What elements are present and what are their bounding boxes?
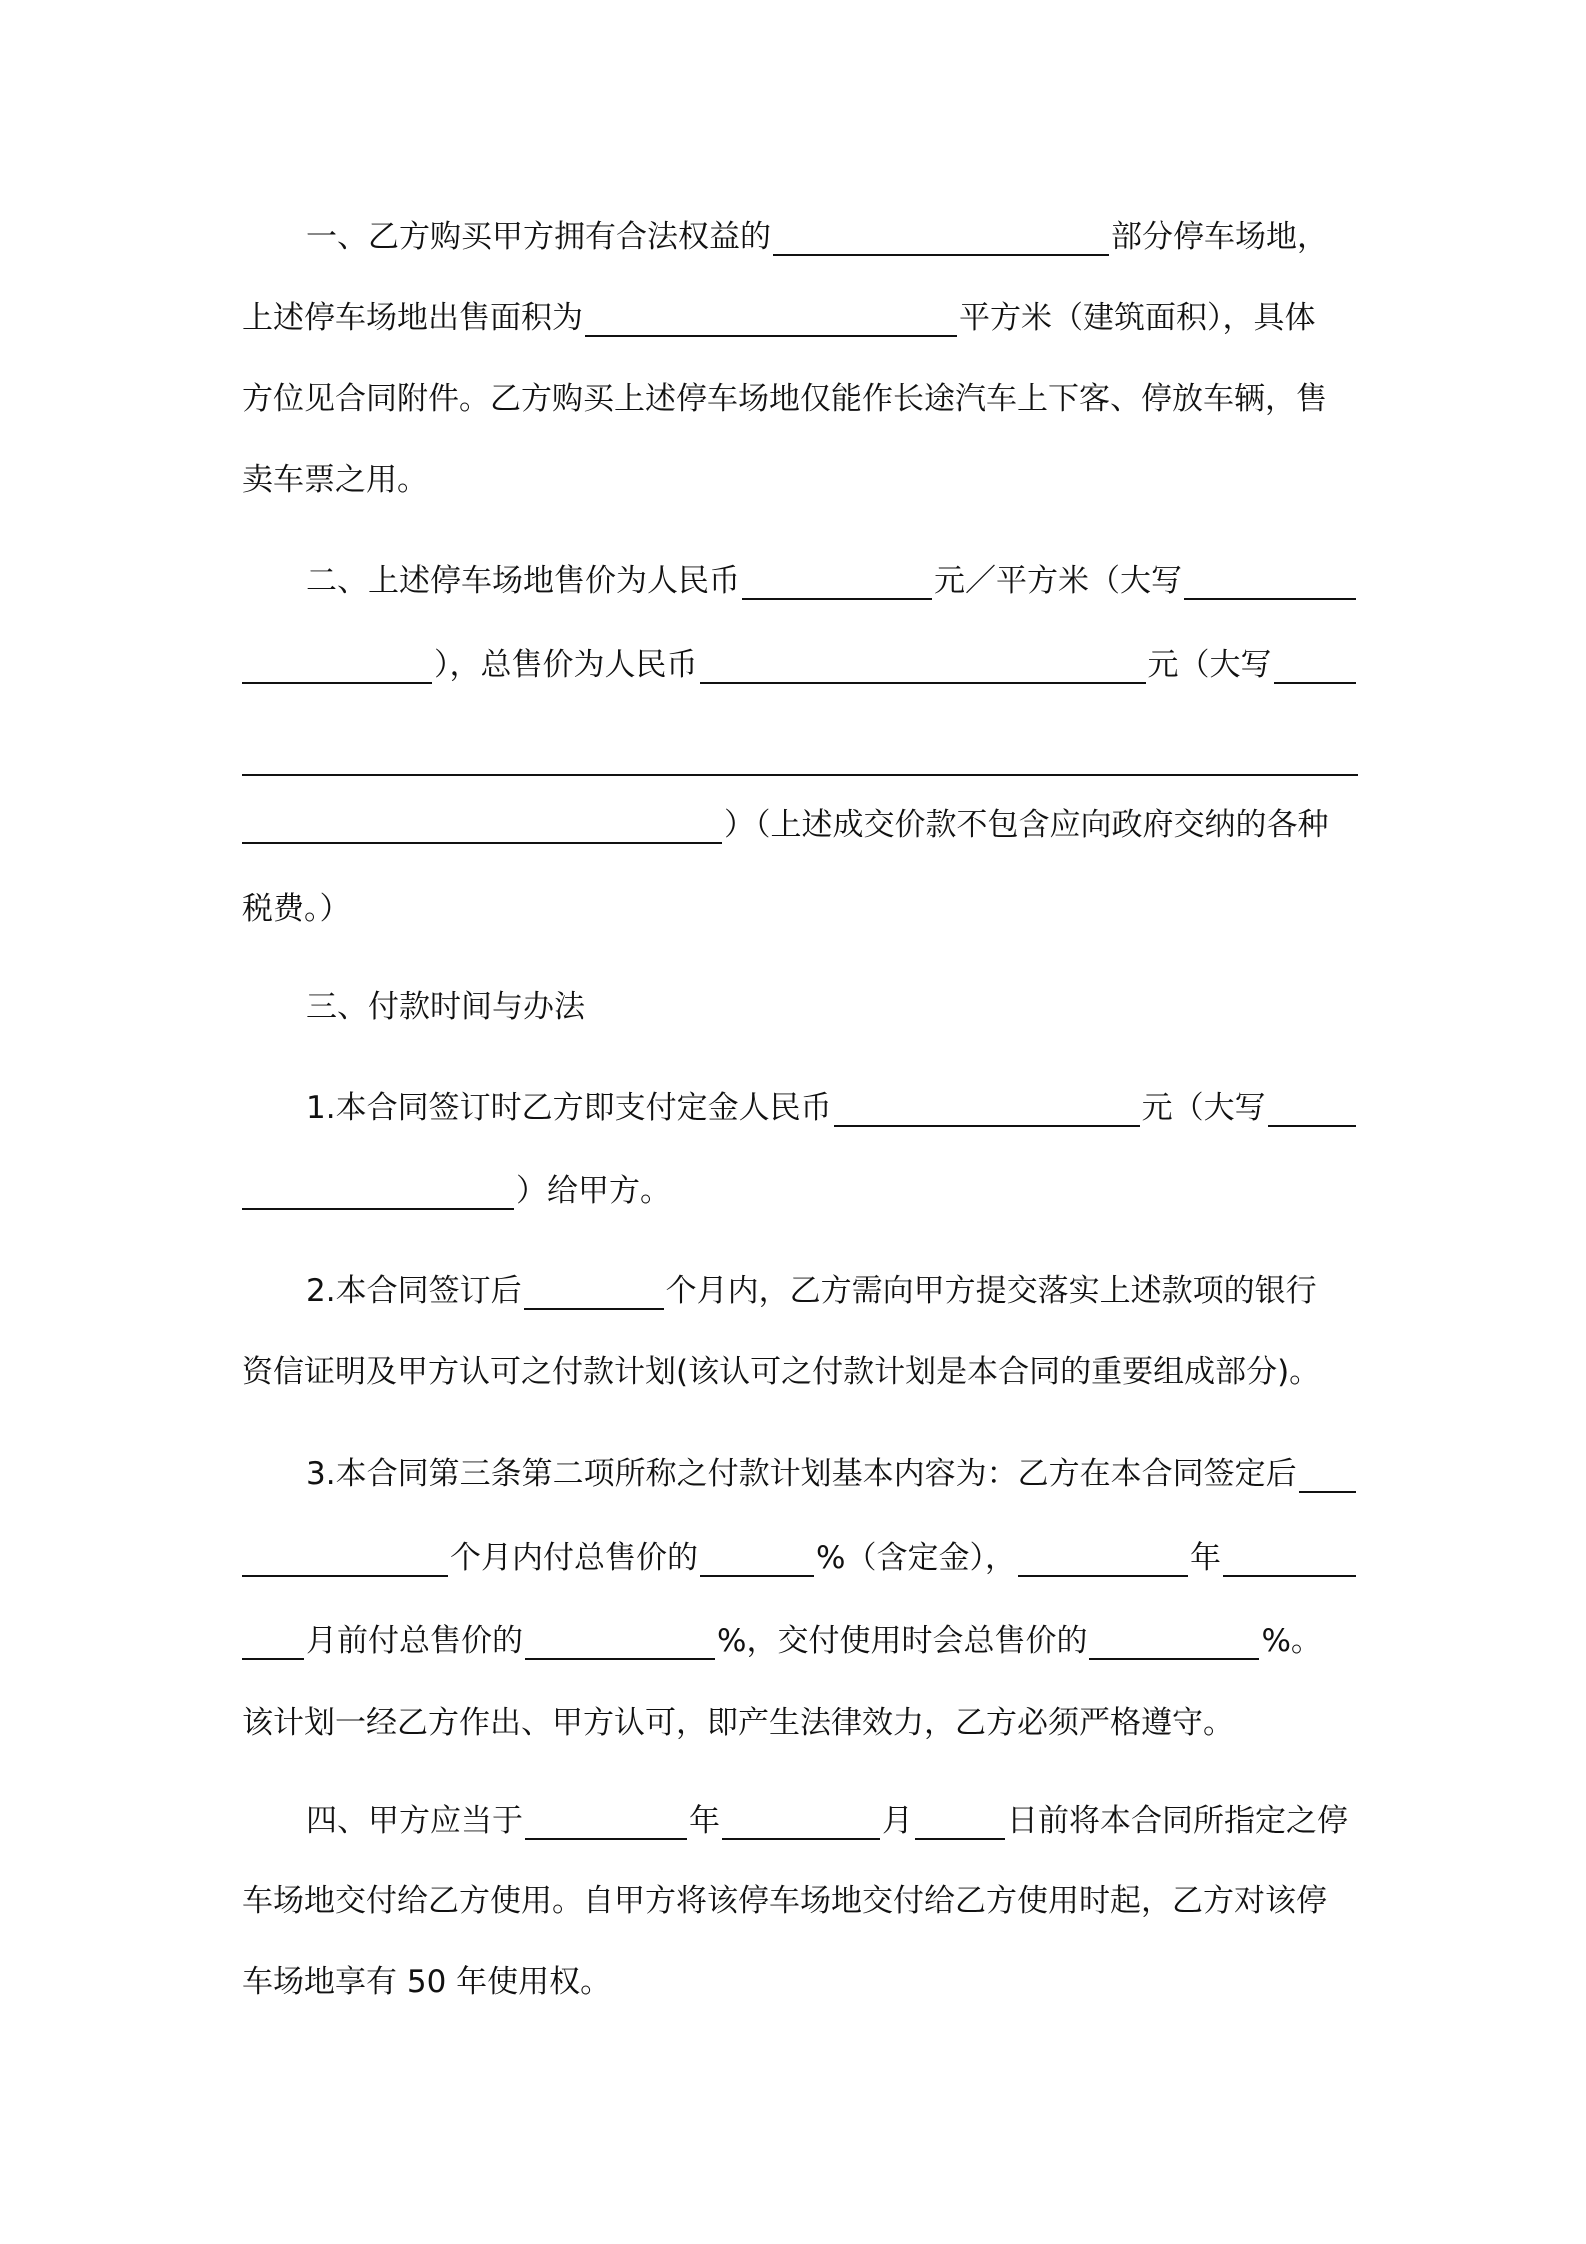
blank-field[interactable] [1268,1085,1356,1127]
blank-field[interactable] [834,1085,1140,1127]
blank-field[interactable] [1274,642,1357,684]
s3-item1-line1 [306,1083,1358,1133]
s4-text: 四、甲方应当于 [306,1803,523,1839]
blank-field[interactable] [242,1535,448,1577]
s4-text: 日前将本合同所指定之停 [1007,1803,1348,1839]
s1-line2 [242,293,1358,343]
blank-field[interactable] [242,1618,304,1660]
blank-field[interactable] [700,1535,814,1577]
s3-text: %，交付使用时会总售价的 [717,1623,1088,1659]
s3-item2-line2: 资信证明及甲方认可之付款计划(该认可之付款计划是本合同的重要组成部分)。 [242,1354,1321,1390]
s3-text: 年 [1189,1540,1221,1576]
s3-text: 2.本合同签订后 [306,1273,522,1309]
s3-item3-line2 [242,1533,1358,1583]
blank-field[interactable] [1299,1451,1356,1493]
s4-text: 年 [689,1803,720,1839]
s3-item2-line1 [306,1266,1358,1316]
s3-title: 三、付款时间与办法 [306,989,585,1025]
s4-line2: 车场地交付给乙方使用。自甲方将该停车场地交付给乙方使用时起，乙方对该停 [242,1883,1327,1919]
s2-line5: 税费。） [242,891,351,927]
blank-field[interactable] [242,802,722,844]
s3-text: 月前付总售价的 [306,1623,523,1659]
s2-text: 二、上述停车场地售价为人民币 [306,563,740,599]
s1-line1 [306,212,1358,262]
blank-field[interactable] [700,642,1146,684]
s2-text: 元／平方米（大写 [934,563,1182,599]
s3-text: %。 [1261,1623,1322,1659]
s1-text: 一、乙方购买甲方拥有合法权益的 [306,219,771,255]
s1-line3: 方位见合同附件。乙方购买上述停车场地仅能作长途汽车上下客、停放车辆，售 [242,381,1327,417]
blank-field[interactable] [1184,558,1356,600]
blank-field[interactable] [585,295,957,337]
blank-field[interactable] [1223,1535,1356,1577]
s3-text: 3.本合同第三条第二项所称之付款计划基本内容为：乙方在本合同签定后 [306,1456,1297,1492]
s2-text: ），总售价为人民币 [434,647,698,683]
blank-field[interactable] [773,214,1109,256]
s3-text: 元（大写 [1141,1090,1266,1126]
s4-line1 [306,1796,1358,1846]
s1-text: 部分停车场地， [1111,219,1328,255]
blank-line[interactable] [242,774,1358,776]
s3-text: 1.本合同签订时乙方即支付定金人民币 [306,1090,832,1126]
s3-item3-line1 [306,1449,1358,1499]
blank-field[interactable] [525,1798,687,1840]
s3-text: ）给甲方。 [516,1173,671,1209]
s3-text: %（含定金）， [816,1540,1016,1576]
s3-text: 个月内付总售价的 [450,1540,698,1576]
blank-field[interactable] [242,1168,514,1210]
blank-field[interactable] [524,1268,664,1310]
s2-text: ）（上述成交价款不包含应向政府交纳的各种 [724,807,1329,843]
s2-line1 [306,556,1358,606]
s3-item3-line4: 该计划一经乙方作出、甲方认可，即产生法律效力，乙方必须严格遵守。 [242,1705,1234,1741]
blank-field[interactable] [242,642,432,684]
s1-text: 平方米（建筑面积），具体 [959,300,1316,336]
s3-item3-line3 [242,1616,1358,1666]
s1-line4: 卖车票之用。 [242,462,428,498]
blank-field[interactable] [742,558,932,600]
blank-field[interactable] [1018,1535,1188,1577]
blank-field[interactable] [1089,1618,1259,1660]
s1-text: 上述停车场地出售面积为 [242,300,583,336]
s3-item1-line2 [242,1166,1358,1216]
s2-line2 [242,640,1358,690]
s3-text: 个月内，乙方需向甲方提交落实上述款项的银行 [665,1273,1317,1309]
s2-line4 [242,800,1358,850]
s2-text: 元（大写 [1147,647,1272,683]
s4-text: 月 [882,1803,913,1839]
blank-field[interactable] [915,1798,1005,1840]
s4-line3: 车场地享有 50 年使用权。 [242,1964,612,2000]
blank-field[interactable] [722,1798,880,1840]
blank-field[interactable] [525,1618,715,1660]
